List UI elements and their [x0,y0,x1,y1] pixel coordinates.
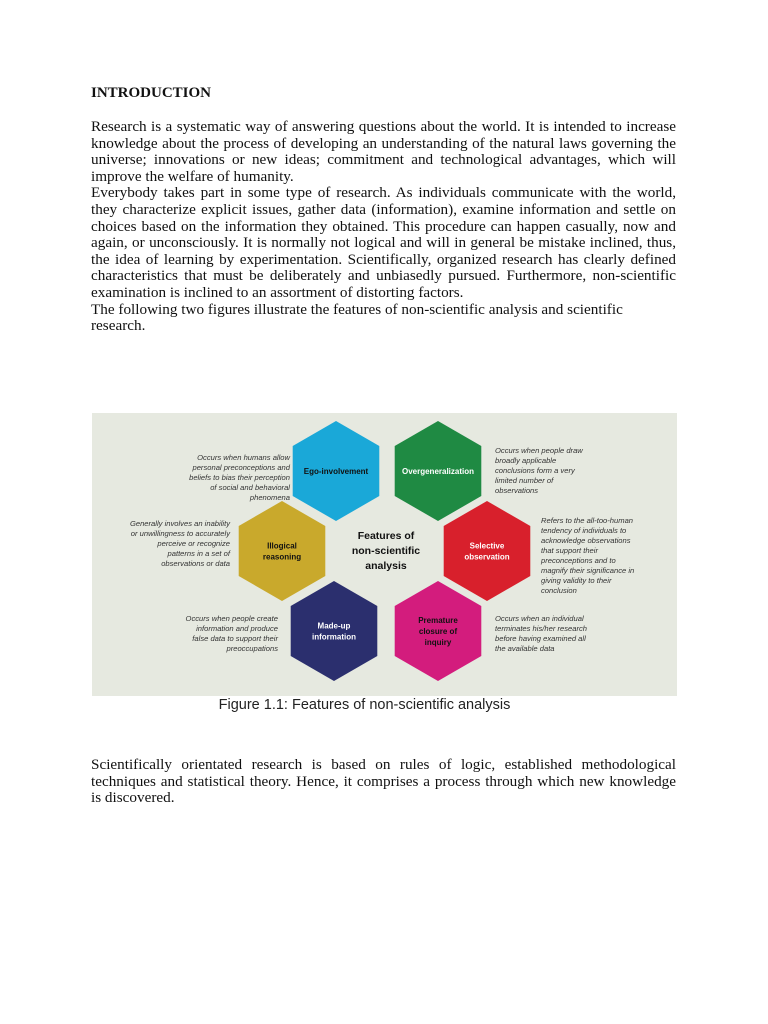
description-illogical [130,519,231,568]
hexagon-illogical [239,501,326,601]
figure-caption: Figure 1.1: Features of non-scientific analysis [218,697,511,713]
description-line: broadly applicable [495,456,557,465]
hexagon-label: closure of [418,627,458,636]
description-line: tendency of individuals to [541,526,627,535]
description-line: magnify their significance in [541,566,635,575]
description-line: perceive or recognize [157,539,230,548]
paragraph: Research is a systematic way of answering questions about the world. It is intended to increase knowledge about the process of developing an understanding of the natural laws governing the universe; innovations or new ideas; commitment and technological advantages, which will improve the welfare of humanity. [91,118,676,185]
figure-diagram [92,413,677,696]
description-line: observations [495,486,539,495]
description-line: false data to support their [192,634,278,643]
description-line: conclusion [541,586,577,595]
description-line: Occurs when an individual [495,614,584,623]
hexagon-label: Overgeneralization [401,467,475,476]
introduction-text [91,119,676,335]
paragraph: The following two figures illustrate the features of non-scientific analysis and scientific [91,300,623,318]
center-title-line: Features of [357,530,415,542]
description-line: the available data [495,644,555,653]
description-premature [495,614,587,653]
description-line: that support their [541,546,598,555]
description-line: personal preconceptions and [192,463,290,472]
description-over [495,446,583,495]
description-line: preconceptions and to [541,556,616,565]
description-line: Occurs when people draw [495,446,583,455]
center-title-line: non-scientific [351,545,421,557]
hexagon-label: Selective [469,541,505,551]
hexagon-label: Illogical [267,541,297,551]
hexagon-label: Premature [418,616,458,625]
description-ego [189,453,291,502]
paragraph: Everybody takes part in some type of research. As individuals communicate with the world, they characterize explicit issues, gather data (information), examine information and settle on choices based on the information they obtained. This procedure can happen casually, now and again, or unconsciously. It is normally not logical and will in general be mistake inclined, thus, the idea of learning by experimentation. Scientifically, organized research has clearly defined characteristics that must be deliberately and unbiasedly pursued. Furthermore, non-scientific examination is inclined to an assortment of distorting factors. [91,184,676,301]
hexagon-label: observation [464,552,510,562]
hexagon-shape [444,501,531,601]
hexagon-madeup [291,581,378,681]
section-heading: INTRODUCTION [91,85,212,101]
description-line: acknowledge observations [541,536,631,545]
hexagon-label: Ego-involvement [303,467,369,476]
conclusion-text [91,757,676,807]
description-line: before having examined all [495,634,586,643]
hexagon-label: Made-up [317,621,351,631]
paragraph: research. [91,317,146,335]
hexagon-selective [444,501,531,601]
description-madeup [186,614,279,653]
center-title-line: analysis [365,560,407,572]
paragraph: Scientifically orientated research is based on rules of logic, established methodological techniques and statistical theory. Hence, it comprises a process through which new knowledge is discovered. [91,756,676,807]
description-selective [540,516,634,595]
description-line: phenomena [249,493,290,502]
description-line: Occurs when humans allow [197,453,290,462]
hexagon-over [395,421,482,521]
description-line: or unwillingness to accurately [130,529,230,538]
hexagon-premature [395,581,482,681]
description-line: limited number of [495,476,554,485]
description-line: observations or data [161,559,230,568]
description-line: Occurs when people create [185,614,278,623]
hexagon-ego [293,421,380,521]
description-line: beliefs to bias their perception [189,473,290,482]
description-line: Generally involves an inability [129,519,230,528]
description-line: of social and behavioral [210,483,290,492]
hexagon-label: inquiry [424,638,452,647]
hexagon-diagram [92,413,677,696]
description-line: conclusions form a very [495,466,575,475]
description-line: information and produce [196,624,278,633]
description-line: giving validity to their [541,576,612,585]
description-line: preoccupations [226,644,278,653]
description-line: patterns in a set of [167,549,230,558]
hexagon-shape [291,581,378,681]
hexagon-label: information [312,632,356,642]
description-line: Refers to the all-too-human [541,516,634,525]
description-line: terminates his/her research [495,624,588,633]
hexagon-shape [239,501,326,601]
hexagon-label: reasoning [262,552,302,562]
